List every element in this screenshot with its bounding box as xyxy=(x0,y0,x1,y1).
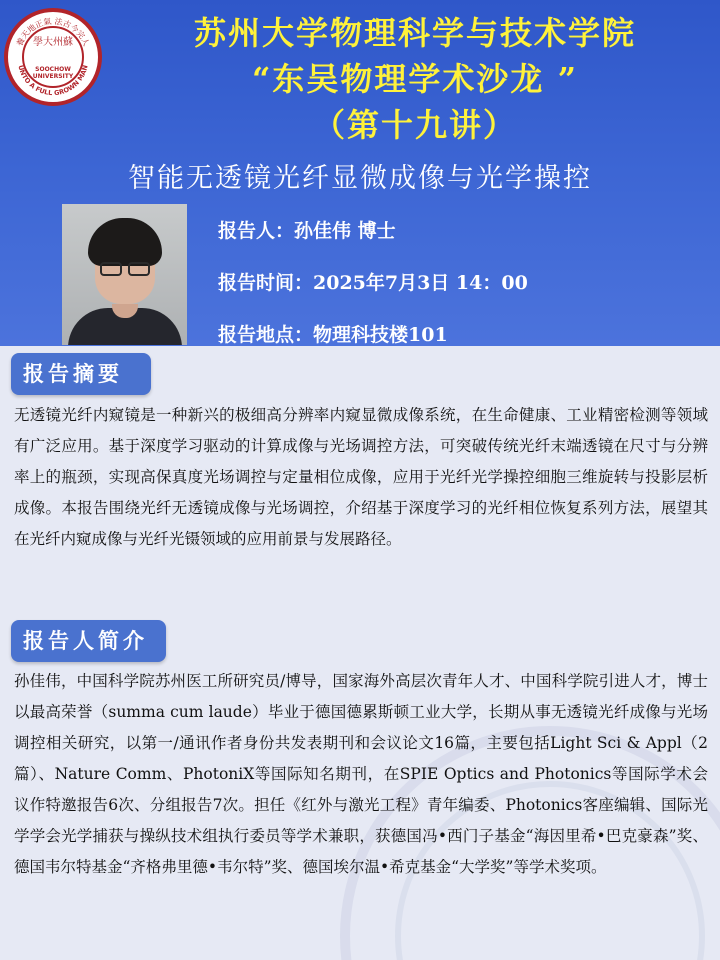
logo-university-name: SOOCHOW UNIVERSITY xyxy=(32,66,74,80)
talk-time: 报告时间：2025年7月3日 14：00 xyxy=(218,272,528,294)
lecture-number: （第十九讲） xyxy=(312,106,517,144)
svg-text:養天地正氣 法古今完人: 養天地正氣 法古今完人 xyxy=(15,16,91,48)
abstract-heading: 报告摘要 xyxy=(11,353,151,395)
photo-glasses-right xyxy=(128,262,150,276)
speaker-name: 报告人：孙佳伟 博士 xyxy=(218,220,396,242)
talk-title: 智能无透镜光纤显微成像与光学操控 xyxy=(128,163,592,194)
college-title: 苏州大学物理科学与技术学院 xyxy=(193,14,636,52)
svg-text:UNTO A FULL GROWN MAN: UNTO A FULL GROWN MAN xyxy=(16,64,90,98)
abstract-text: 无透镜光纤内窥镜是一种新兴的极细高分辨率内窥显微成像系统，在生命健康、工业精密检测等领域有广泛应用。基于深度学习驱动的计算成像与光场调控方法，可突破传统光纤末端透镜在尺寸与分辨率上的瓶颈，实现高保真度光场调控与定量相位成像，应用于光纤光学操控细胞三维旋转与投影层析成像。本报告围绕光纤无透镜成像与光场调控，介绍基于深度学习的光纤相位恢复系列方法，展望其在光纤内窥成像与光纤光镊领域的应用前景与发展路径。 xyxy=(14,406,708,548)
speaker-photo xyxy=(62,204,187,345)
salon-title: “东吴物理学术沙龙 ” xyxy=(252,60,578,98)
photo-glasses-left xyxy=(100,262,122,276)
bio-heading: 报告人简介 xyxy=(11,620,166,662)
talk-location: 报告地点：物理科技楼101 xyxy=(218,324,448,346)
university-logo xyxy=(4,8,102,106)
photo-hair xyxy=(88,218,162,266)
bio-text: 孙佳伟，中国科学院苏州医工所研究员/博导，国家海外高层次青年人才、中国科学院引进人才，博士以最高荣誉（summa cum laude）毕业于德国德累斯顿工业大学，长期从事无透镜光纤成像与光场调控相关研究，以第一/通讯作者身份共发表期刊和会议论文16篇，主要包括Light Sci & Appl（2篇）、Nature Comm、PhotoniX等国际知名期刊，在SPIE Optics and Photonics等国际学术会议作特邀报告6次、分组报告7次。担任《红外与激光工程》青年编委、Photonics客座编辑、国际光学学会光学捕获与操纵技术组执行委员等学术兼职，获德国冯•西门子基金“海因里希•巴克豪森”奖、德国韦尔特基金“齐格弗里德•韦尔特”奖、德国埃尔温•希克基金“大学奖”等学术奖项。 xyxy=(14,672,708,876)
logo-seal-text: 學大州蘇 xyxy=(33,37,73,48)
